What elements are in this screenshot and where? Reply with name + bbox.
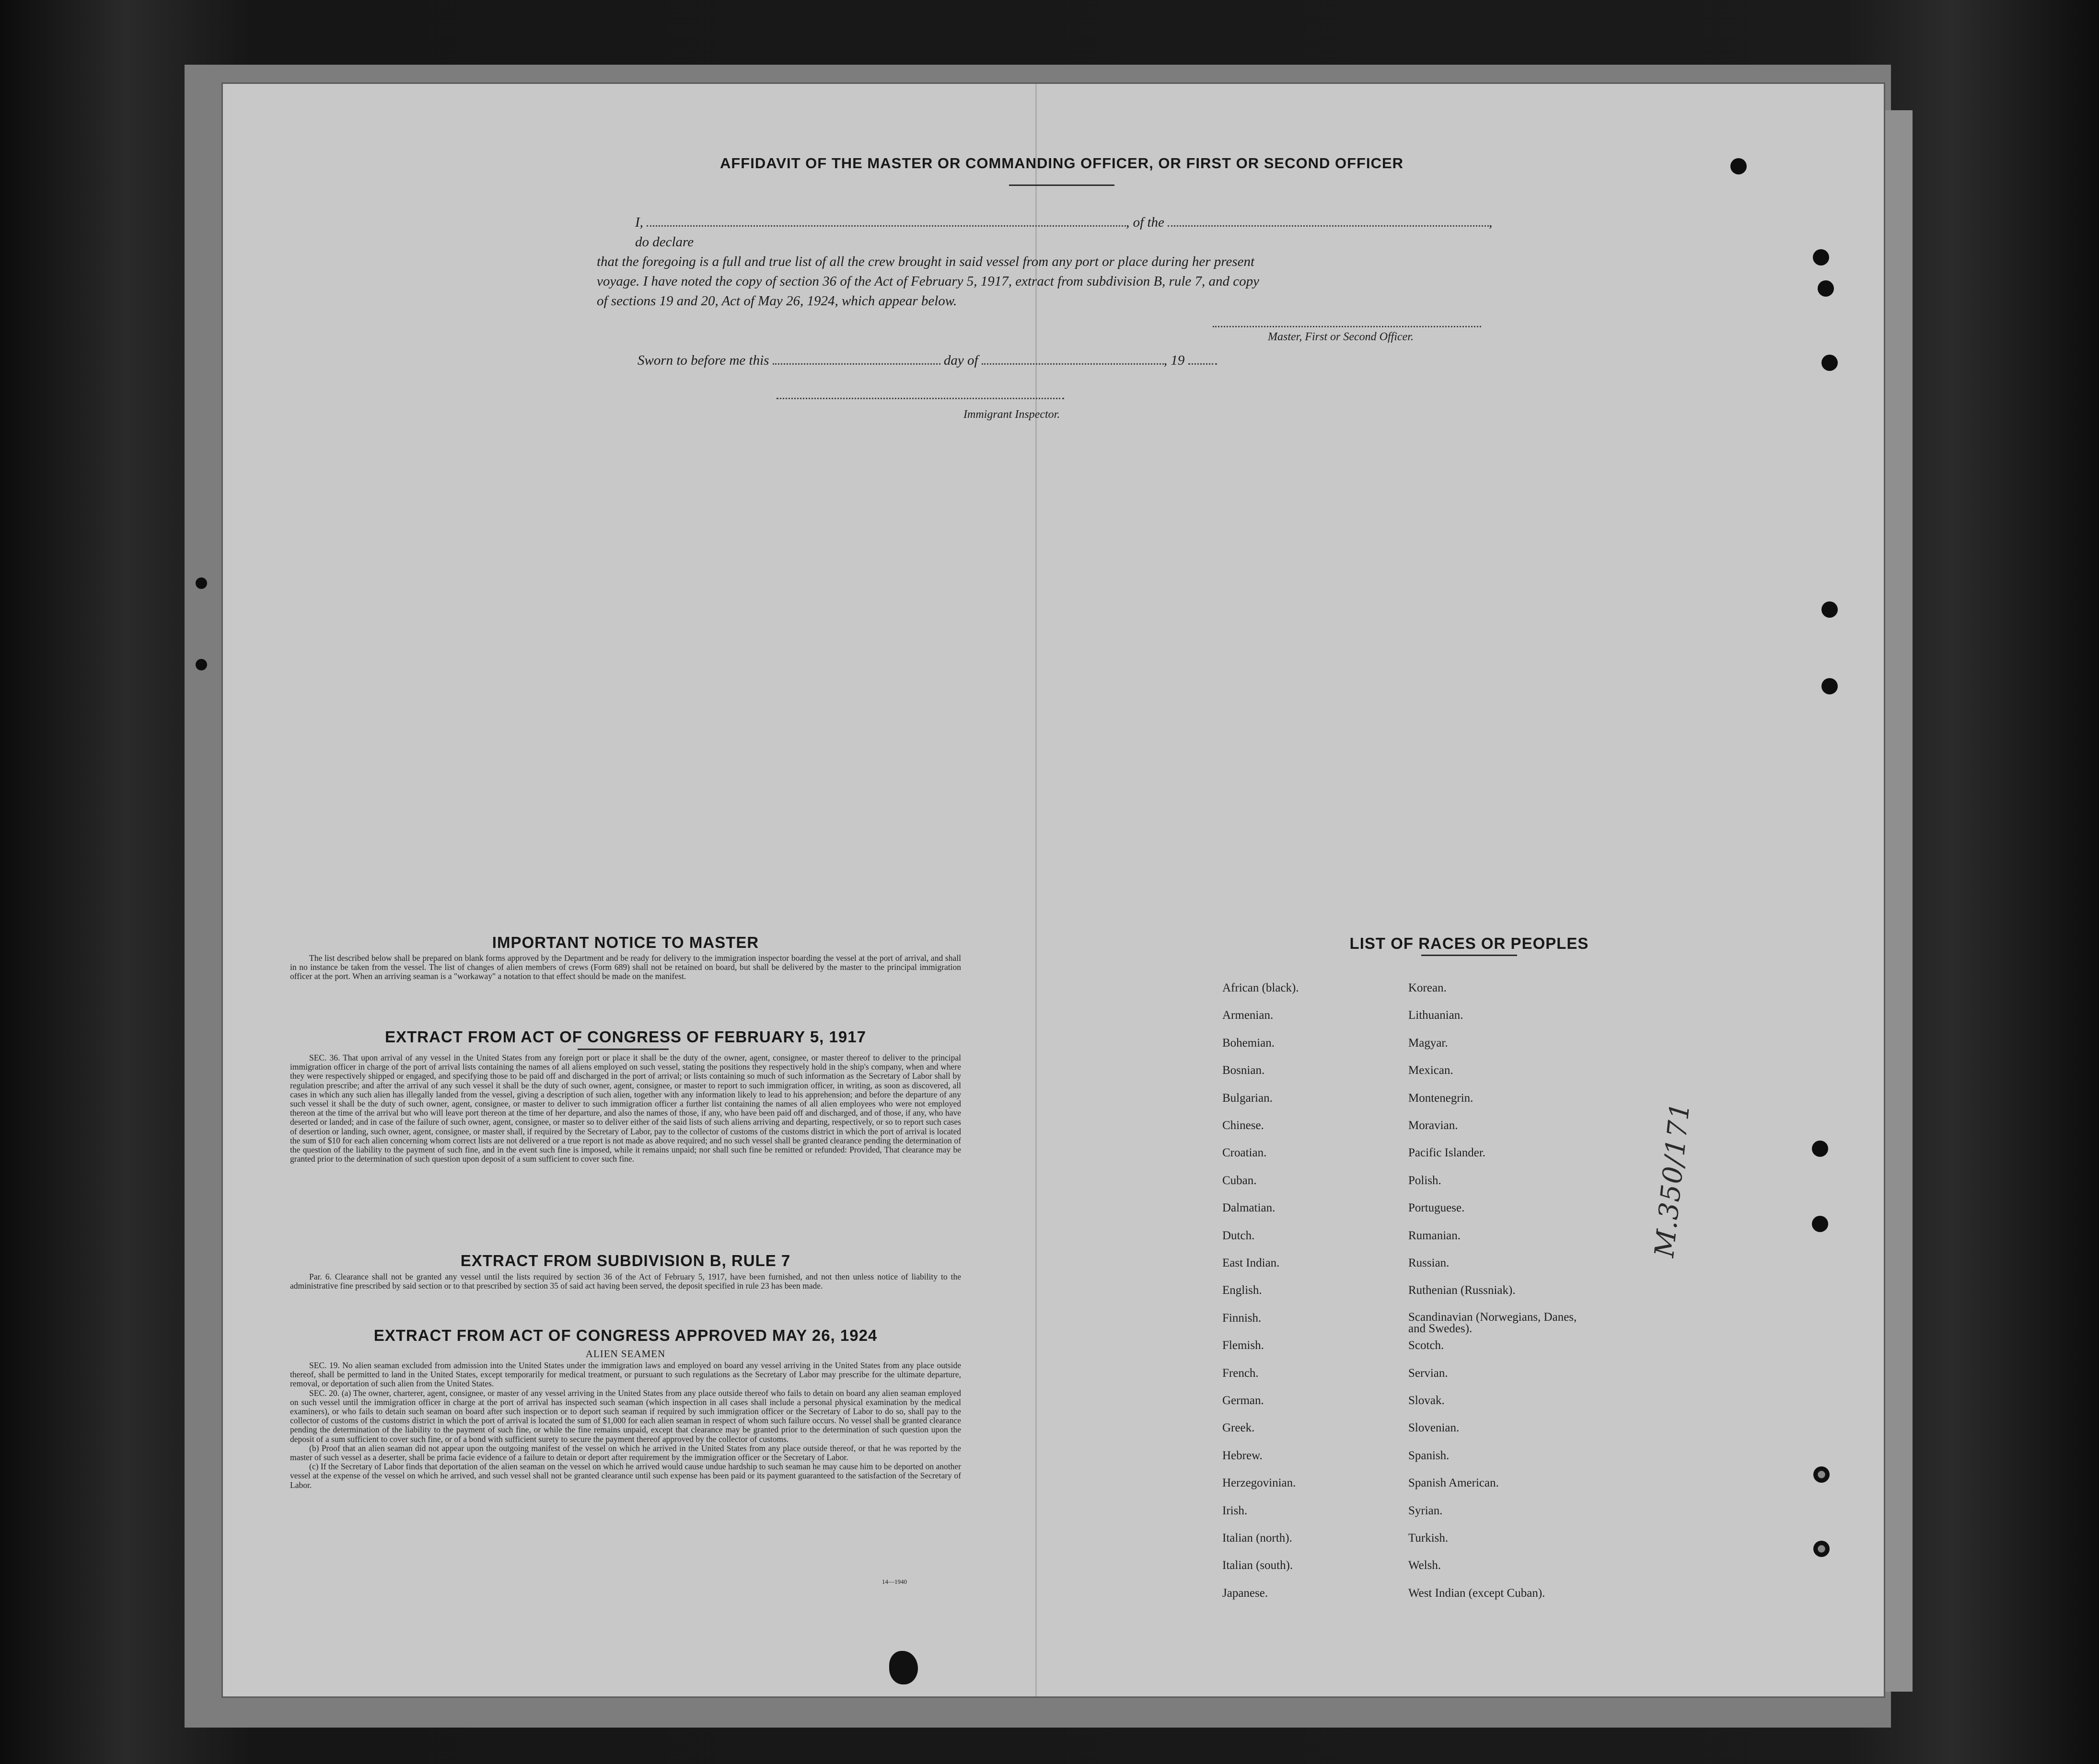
race-item: Slovak. bbox=[1408, 1394, 1445, 1407]
extract-1924-subtitle: ALIEN SEAMEN bbox=[585, 1348, 666, 1360]
race-item: Scandinavian (Norwegians, Danes, and Swedes). bbox=[1408, 1310, 1577, 1335]
affidavit-line3: voyage. I have noted the copy of section 36 of the Act of February 5, 1917, extract from subdivision B, rule 7, and copy bbox=[597, 274, 1260, 289]
punch-hole bbox=[1812, 1216, 1828, 1232]
race-item: Bosnian. bbox=[1222, 1064, 1265, 1077]
affidavit-line2: that the foregoing is a full and true list of all the crew brought in said vessel from any port or place during her present bbox=[597, 254, 1255, 269]
document-page bbox=[223, 84, 1884, 1696]
name-blank[interactable] bbox=[647, 211, 1126, 227]
affidavit-title-rule bbox=[1009, 184, 1114, 186]
affidavit-of-the: , of the bbox=[1126, 215, 1164, 230]
race-item: Hebrew. bbox=[1222, 1449, 1263, 1462]
extract-rule7-body bbox=[290, 1272, 961, 1291]
vessel-blank[interactable] bbox=[1168, 211, 1489, 227]
race-item: Bulgarian. bbox=[1222, 1091, 1273, 1105]
race-item: African (black). bbox=[1222, 981, 1299, 994]
race-item: Bohemian. bbox=[1222, 1036, 1275, 1049]
extract-1924-paragraph-sec20b: (b) Proof that an alien seaman did not appear upon the outgoing manifest of the vessel on which he arrived in the United States from any place outside thereof, or that he was reported by the master of such vessel as a deserter, shall be prima facie evidence of a failure to detain or deport after requirement by the immigration officer or the Secretary of Labor. bbox=[290, 1443, 961, 1463]
race-item: Polish. bbox=[1408, 1174, 1441, 1187]
race-item: Servian. bbox=[1408, 1366, 1448, 1380]
race-item: Lithuanian. bbox=[1408, 1009, 1463, 1022]
extract-1924-paragraph-sec20c: (c) If the Secretary of Labor finds that deportation of the alien seaman on the vessel on which he arrived would cause undue hardship to such seaman he may cause him to be deported on another vessel at the expense of the vessel on which he arrived, and such vessel shall not be granted clearance until such expense has been paid or its payment guaranteed to the satisfaction of the Secretary of Labor. bbox=[290, 1462, 961, 1490]
race-item: Dutch. bbox=[1222, 1229, 1255, 1242]
race-item: Herzegovinian. bbox=[1222, 1476, 1296, 1490]
race-item: Finnish. bbox=[1222, 1311, 1262, 1325]
affidavit-text bbox=[597, 211, 1508, 311]
extract-1924-body bbox=[290, 1361, 961, 1490]
sworn-prefix: Sworn to before me this bbox=[638, 353, 769, 368]
page-fold bbox=[1035, 84, 1037, 1696]
inspector-signature-line[interactable] bbox=[777, 398, 1064, 399]
races-title-rule bbox=[1421, 955, 1517, 956]
race-item: German. bbox=[1222, 1394, 1264, 1407]
extract-1924-paragraph-sec20a: SEC. 20. (a) The owner, charterer, agent, consignee, or master of any vessel arriving in the United States from any place outside thereof who fails to detain on board any alien seaman employed on such vessel until the immigration officer in charge at the port of arrival has inspected such seaman (which inspection in all cases shall include a personal physical examination by the medical examiners), or who fails to detain such seaman on board after such inspection or to deport such seaman if required by such immigration officer or the Secretary of Labor to do so, shall pay to the collector of customs of the customs district in which the port of arrival is located the sum of $1,000 for each alien seaman in respect of whom such failure occurs. No vessel shall be granted clearance pending the determination of the liability to the payment of such fine, or while the fine remains unpaid, except that clearance may be granted prior to the determination of such question upon the deposit of a sum sufficient to cover such fine, or of a bond with sufficient surety to secure the payment thereof approved by the collector of customs. bbox=[290, 1388, 961, 1444]
notice-body bbox=[290, 954, 961, 981]
punch-hole bbox=[1813, 1541, 1830, 1557]
extract-1924-paragraph-sec19: SEC. 19. No alien seaman excluded from admission into the United States under the immigration laws and employed on board any vessel arriving in the United States from any place outside thereof, shall be permitted to land in the United States, except temporarily for medical treatment, or pursuant to such regulations as the Secretary of Labor may prescribe for the ultimate departure, removal, or deportation of such alien from the United States. bbox=[290, 1360, 961, 1389]
race-item: Flemish. bbox=[1222, 1339, 1264, 1352]
race-item: Welsh. bbox=[1408, 1559, 1441, 1572]
races-title: LIST OF RACES OR PEOPLES bbox=[1349, 934, 1589, 952]
race-item: Korean. bbox=[1408, 981, 1447, 994]
extract-1924-title: EXTRACT FROM ACT OF CONGRESS APPROVED MAY 26, 1924 bbox=[373, 1326, 878, 1344]
race-item: English. bbox=[1222, 1284, 1262, 1297]
sworn-month-blank[interactable] bbox=[982, 349, 1164, 365]
extract-1917-paragraph: SEC. 36. That upon arrival of any vessel in the United States from any foreign port or place it shall be the duty of the owner, agent, consignee, or master thereof to deliver to the principal immigration officer in charge of the port of arrival lists containing the names of all aliens employed on such vessel, stating the positions they respectively hold in the ship's company, when and where they were respectively shipped or engaged, and specifying those to be paid off and discharged in the port of arrival; or lists containing so much of such information as the Secretary of Labor shall by regulation prescribe; and after the arrival of any such vessel it shall be the duty of such owner, agent, consignee, or master to report to such immigration officer, in writing, as soon as discovered, all cases in which any such alien has illegally landed from the vessel, giving a description of such alien, together with any information likely to lead to his apprehension; and before the departure of any such vessel it shall be the duty of such owner, agent, consignee, or master to deliver to such immigration officer a further list containing the names of all alien employees who were not employed thereon at the time of the arrival but who will leave port thereon at the time of her departure, and also the names of those, if any, who have been paid off and discharged, and of those, if any, who have deserted or landed; and in case of the failure of such owner, agent, consignee, or master so to deliver either of the said lists of such aliens arriving and departing, respectively, or so to report such cases of desertion or landing, such owner, agent, consignee, or master shall, if required by the Secretary of Labor, pay to the collector of customs of the customs district in which the port of arrival is located the sum of $10 for each alien concerning whom correct lists are not delivered or a true report is not made as above required; and no such vessel shall be granted clearance pending the determination of the question of the liability to the payment of such fine, and in the event such fine is imposed, while it remains unpaid; nor shall such fine be remitted or refunded: Provided, That clearance may be granted prior to the determination of such question upon deposit of a sum sufficient to cover such fine. bbox=[290, 1053, 961, 1164]
race-item: Croatian. bbox=[1222, 1146, 1267, 1160]
race-item: Portuguese. bbox=[1408, 1201, 1465, 1215]
race-item: Spanish American. bbox=[1408, 1476, 1499, 1490]
affidavit-line1 bbox=[597, 211, 1508, 252]
race-item: Montenegrin. bbox=[1408, 1091, 1473, 1105]
handwritten-annotation: M.350/171 bbox=[1649, 1100, 1696, 1259]
sworn-year: , 19 bbox=[1163, 353, 1185, 368]
race-item: Irish. bbox=[1222, 1504, 1248, 1517]
race-item: Armenian. bbox=[1222, 1009, 1274, 1022]
race-item: West Indian (except Cuban). bbox=[1408, 1586, 1545, 1600]
race-item: Japanese. bbox=[1222, 1586, 1268, 1600]
punch-hole bbox=[196, 659, 207, 670]
race-item: Dalmatian. bbox=[1222, 1201, 1276, 1215]
race-item: Syrian. bbox=[1408, 1504, 1443, 1517]
notice-title: IMPORTANT NOTICE TO MASTER bbox=[492, 934, 759, 951]
extract-1917-rule bbox=[578, 1049, 669, 1050]
punch-hole bbox=[1821, 601, 1838, 618]
sworn-line bbox=[638, 349, 1217, 369]
punch-hole bbox=[1818, 280, 1834, 297]
master-signature-label: Master, First or Second Officer. bbox=[1268, 331, 1414, 343]
race-item: Magyar. bbox=[1408, 1036, 1448, 1049]
form-number: 14—1940 bbox=[882, 1578, 907, 1585]
punch-hole bbox=[1821, 678, 1838, 694]
punch-hole bbox=[1812, 1141, 1828, 1157]
punch-hole bbox=[1821, 355, 1838, 371]
notice-paragraph: The list described below shall be prepared on blank forms approved by the Department and be ready for delivery to the immigration inspector boarding the vessel at the port of arrival, and shall in no instance be taken from the vessel. The list of changes of alien members of crews (Form 689) shall not be retained on board, but shall be delivered by the master to the principal immigration officer at the port. When an arriving seaman is a "workaway" a notation to that effect should be made on the manifest. bbox=[290, 953, 961, 981]
extract-1917-body bbox=[290, 1053, 961, 1164]
race-item: Spanish. bbox=[1408, 1449, 1450, 1462]
affidavit-declare: , do declare bbox=[635, 215, 1493, 250]
race-item: French. bbox=[1222, 1366, 1259, 1380]
race-item: Italian (south). bbox=[1222, 1559, 1293, 1572]
race-item: Turkish. bbox=[1408, 1532, 1449, 1545]
affidavit-title: AFFIDAVIT OF THE MASTER OR COMMANDING OFFICER, OR FIRST OR SECOND OFFICER bbox=[719, 155, 1404, 172]
race-item: East Indian. bbox=[1222, 1257, 1280, 1269]
punch-hole bbox=[1813, 249, 1829, 265]
race-item: Pacific Islander. bbox=[1408, 1146, 1486, 1160]
extract-rule7-title: EXTRACT FROM SUBDIVISION B, RULE 7 bbox=[460, 1252, 791, 1269]
race-item: Slovenian. bbox=[1408, 1421, 1460, 1435]
sworn-year-blank[interactable] bbox=[1188, 349, 1217, 365]
race-item: Mexican. bbox=[1408, 1064, 1453, 1077]
race-item: Russian. bbox=[1408, 1257, 1450, 1269]
master-signature-line[interactable] bbox=[1213, 326, 1481, 327]
race-item: Rumanian. bbox=[1408, 1229, 1461, 1242]
race-item: Moravian. bbox=[1408, 1119, 1458, 1132]
punch-hole bbox=[1730, 158, 1747, 174]
inspector-label: Immigrant Inspector. bbox=[963, 408, 1060, 421]
race-item: Italian (north). bbox=[1222, 1532, 1292, 1545]
sworn-day-blank[interactable] bbox=[773, 349, 940, 365]
race-item: Ruthenian (Russniak). bbox=[1408, 1284, 1516, 1297]
punch-hole bbox=[196, 577, 207, 589]
extract-rule7-paragraph: Par. 6. Clearance shall not be granted any vessel until the lists required by section 36 of the Act of February 5, 1917, have been furnished, and not then unless notice of liability to the administrative fine prescribed by said section or to that prescribed by section 35 of said act having been served, the deposit specified in rule 23 has been made. bbox=[290, 1272, 961, 1291]
extract-1917-title: EXTRACT FROM ACT OF CONGRESS OF FEBRUARY 5, 1917 bbox=[385, 1028, 866, 1046]
race-item: Chinese. bbox=[1222, 1119, 1264, 1132]
sworn-day-of: day of bbox=[943, 353, 978, 368]
punch-hole bbox=[1813, 1466, 1830, 1483]
affidavit-line4: of sections 19 and 20, Act of May 26, 1924, which appear below. bbox=[597, 293, 957, 309]
ink-blot bbox=[889, 1651, 918, 1684]
race-item: Scotch. bbox=[1408, 1339, 1444, 1352]
race-item: Cuban. bbox=[1222, 1174, 1257, 1187]
affidavit-i: I, bbox=[635, 215, 643, 230]
race-item: Greek. bbox=[1222, 1421, 1255, 1435]
